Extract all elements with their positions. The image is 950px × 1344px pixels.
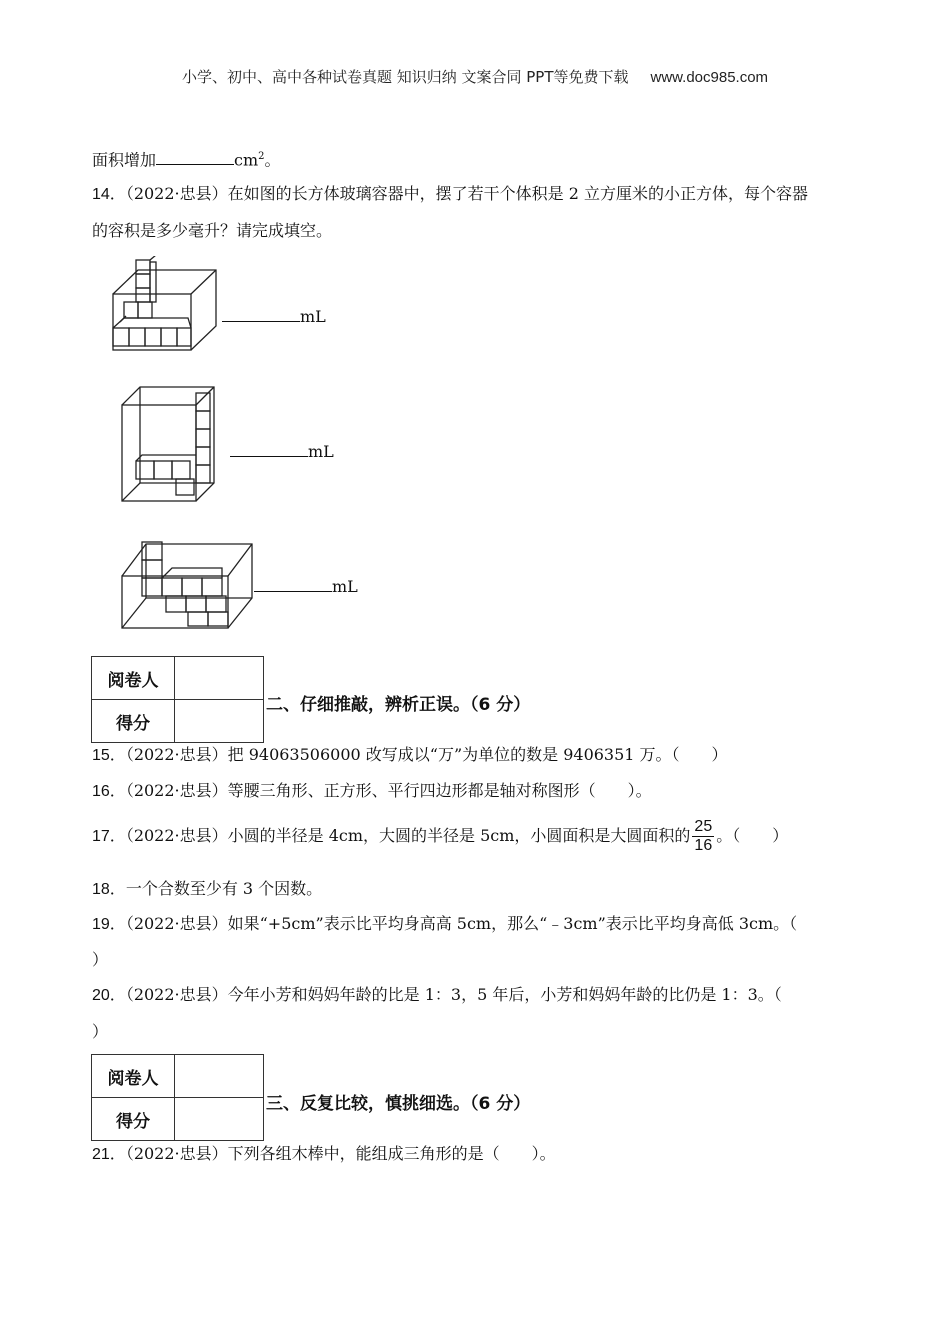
reviewer-field[interactable] <box>175 657 264 700</box>
q15: 15．（2022·忠县）把 94063506000 改写成以“万”为单位的数是 9406351 万。（ ） <box>92 745 728 764</box>
section-3-title: 三、反复比较，慎挑细选。（6 分） <box>266 1094 531 1114</box>
q20-line1: 20．（2022·忠县）今年小芳和妈妈年龄的比是 1：3，5 年后，小芳和妈妈年龄的比仍是 1：3。（ <box>92 985 782 1004</box>
fraction: $\frac{25}{16}$ <box>694 818 713 854</box>
q14-answer-1: mL <box>222 305 326 328</box>
score-field[interactable] <box>175 1098 264 1141</box>
q14-line1: 14．（2022·忠县）在如图的长方体玻璃容器中，摆了若干个体积是 2 立方厘米的小正方体，每个容器 <box>92 184 808 203</box>
reviewer-label: 阅卷人 <box>92 1055 175 1098</box>
q19-line2: ） <box>92 950 109 969</box>
q14-blank-1[interactable] <box>222 305 300 322</box>
q18: 18．一个合数至少有 3 个因数。 <box>92 879 323 898</box>
q14-answer-2: mL <box>230 440 334 463</box>
q13-tail: 面积增加 $cm^2$。 <box>92 150 281 170</box>
score-label: 得分 <box>92 1098 175 1141</box>
q14-blank-2[interactable] <box>230 440 308 457</box>
q19-line1: 19．（2022·忠县）如果“+5cm”表示比平均身高高 5cm，那么“﹣3cm”表示比平均身高低 3cm。（ <box>92 914 798 933</box>
q16: 16．（2022·忠县）等腰三角形、正方形、平行四边形都是轴对称图形（ ）。 <box>92 781 652 800</box>
q21: 21．（2022·忠县）下列各组木棒中，能组成三角形的是（ ）。 <box>92 1144 556 1163</box>
cuboid-container-3 <box>118 538 254 632</box>
q14-figure-1 <box>110 256 222 354</box>
q14-figure-2 <box>118 383 220 505</box>
cuboid-container-2 <box>118 383 220 505</box>
header-text: 小学、初中、高中各种试卷真题 知识归纳 文案合同 PPT等免费下载 <box>181 68 629 86</box>
q14-answer-3: mL <box>254 575 358 598</box>
score-box-2 <box>91 1054 264 1141</box>
q20-line2: ） <box>92 1022 109 1041</box>
q14-figure-3 <box>118 538 254 632</box>
cuboid-container-1 <box>110 256 222 354</box>
reviewer-label: 阅卷人 <box>92 657 175 700</box>
header-url[interactable]: www.doc985.com <box>650 69 769 86</box>
reviewer-field[interactable] <box>175 1055 264 1098</box>
q14-line2: 的容积是多少毫升？请完成填空。 <box>92 221 333 240</box>
q13-answer-blank[interactable] <box>156 148 234 165</box>
q17: 17．（2022·忠县）小圆的半径是 4cm，大圆的半径是 5cm，小圆面积是大圆面积的 $\frac{25}{16}$ 。（ ） <box>92 818 789 854</box>
q14-number: 14． <box>92 186 126 203</box>
score-box-1 <box>91 656 264 743</box>
score-label: 得分 <box>92 700 175 743</box>
score-field[interactable] <box>175 700 264 743</box>
page-header <box>0 66 950 87</box>
q14-blank-3[interactable] <box>254 575 332 592</box>
section-2-title: 二、仔细推敲，辨析正误。（6 分） <box>266 695 531 715</box>
